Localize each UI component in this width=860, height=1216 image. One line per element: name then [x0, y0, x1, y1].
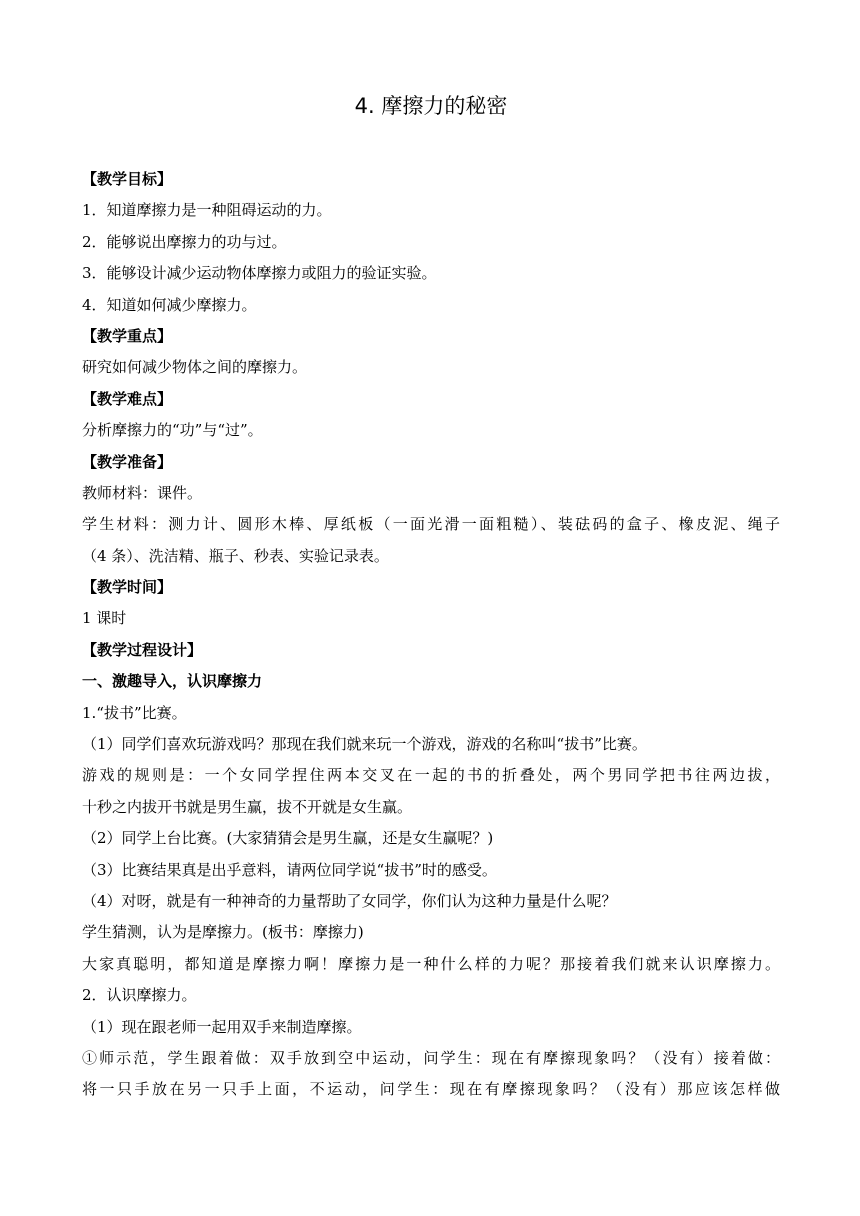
paragraph-line: 2．能够说出摩擦力的功与过。 — [82, 232, 287, 251]
paragraph-line: 分析摩擦力的“功”与“过”。 — [82, 421, 263, 440]
paragraph-line: （4 条）、洗洁精、瓶子、秒表、实验记录表。 — [82, 546, 389, 565]
paragraph-line: ①师示范，学生跟着做：双手放到空中运动，问学生：现在有摩擦现象吗？（没有）接着做： — [82, 1048, 780, 1067]
section-heading: 【教学目标】 — [82, 170, 173, 188]
paragraph-line: 3．能够设计减少运动物体摩擦力或阻力的验证实验。 — [82, 264, 437, 283]
paragraph-line: 1.“拔书”比赛。 — [82, 703, 187, 722]
section-heading: 【教学准备】 — [82, 452, 173, 471]
paragraph-line: 教师材料：课件。 — [82, 483, 203, 502]
document-page — [82, 88, 780, 1106]
section-heading: 【教学难点】 — [82, 389, 173, 408]
section-heading: 【教学过程设计】 — [82, 640, 203, 659]
paragraph-line: （4）对呀，就是有一种神奇的力量帮助了女同学，你们认为这种力量是什么呢？ — [82, 891, 617, 910]
paragraph-line: 将一只手放在另一只手上面，不运动，问学生：现在有摩擦现象吗？（没有）那应该怎样做 — [82, 1080, 780, 1099]
paragraph-line: 研究如何减少物体之间的摩擦力。 — [82, 358, 308, 377]
paragraph-line: 1 课时 — [82, 609, 127, 628]
paragraph-line: 4．知道如何减少摩擦力。 — [82, 295, 257, 314]
paragraph-line: 大家真聪明，都知道是摩擦力啊！摩擦力是一种什么样的力呢？那接着我们就来认识摩擦力。 — [82, 954, 780, 973]
paragraph-line: 游戏的规则是：一个女同学捏住两本交叉在一起的书的折叠处，两个男同学把书往两边拔， — [82, 766, 780, 785]
paragraph-line: 2．认识摩擦力。 — [82, 986, 197, 1005]
paragraph-line: 十秒之内拔开书就是男生赢，拔不开就是女生赢。 — [82, 797, 413, 816]
section-heading: 一、激趣导入，认识摩擦力 — [82, 672, 263, 691]
document-title: 4. 摩擦力的秘密 — [354, 94, 508, 118]
document-body — [82, 164, 780, 1106]
paragraph-line: 学生材料：测力计、圆形木棒、厚纸板（一面光滑一面粗糙）、装砝码的盒子、橡皮泥、绳子 — [82, 515, 780, 534]
paragraph-line: （2）同学上台比赛。(大家猜猜会是男生赢，还是女生赢呢？) — [82, 829, 494, 848]
paragraph-line: （3）比赛结果真是出乎意料，请两位同学说“拔书”时的感受。 — [82, 860, 497, 879]
section-heading: 【教学重点】 — [82, 326, 173, 345]
paragraph-line: 1．知道摩擦力是一种阻碍运动的力。 — [82, 201, 332, 220]
paragraph-line: （1）现在跟老师一起用双手来制造摩擦。 — [82, 1017, 362, 1036]
section-heading: 【教学时间】 — [82, 578, 173, 597]
paragraph-line: （1）同学们喜欢玩游戏吗？那现在我们就来玩一个游戏，游戏的名称叫“拔书”比赛。 — [82, 735, 647, 754]
paragraph-line: 学生猜测，认为是摩擦力。(板书：摩擦力) — [82, 923, 364, 942]
